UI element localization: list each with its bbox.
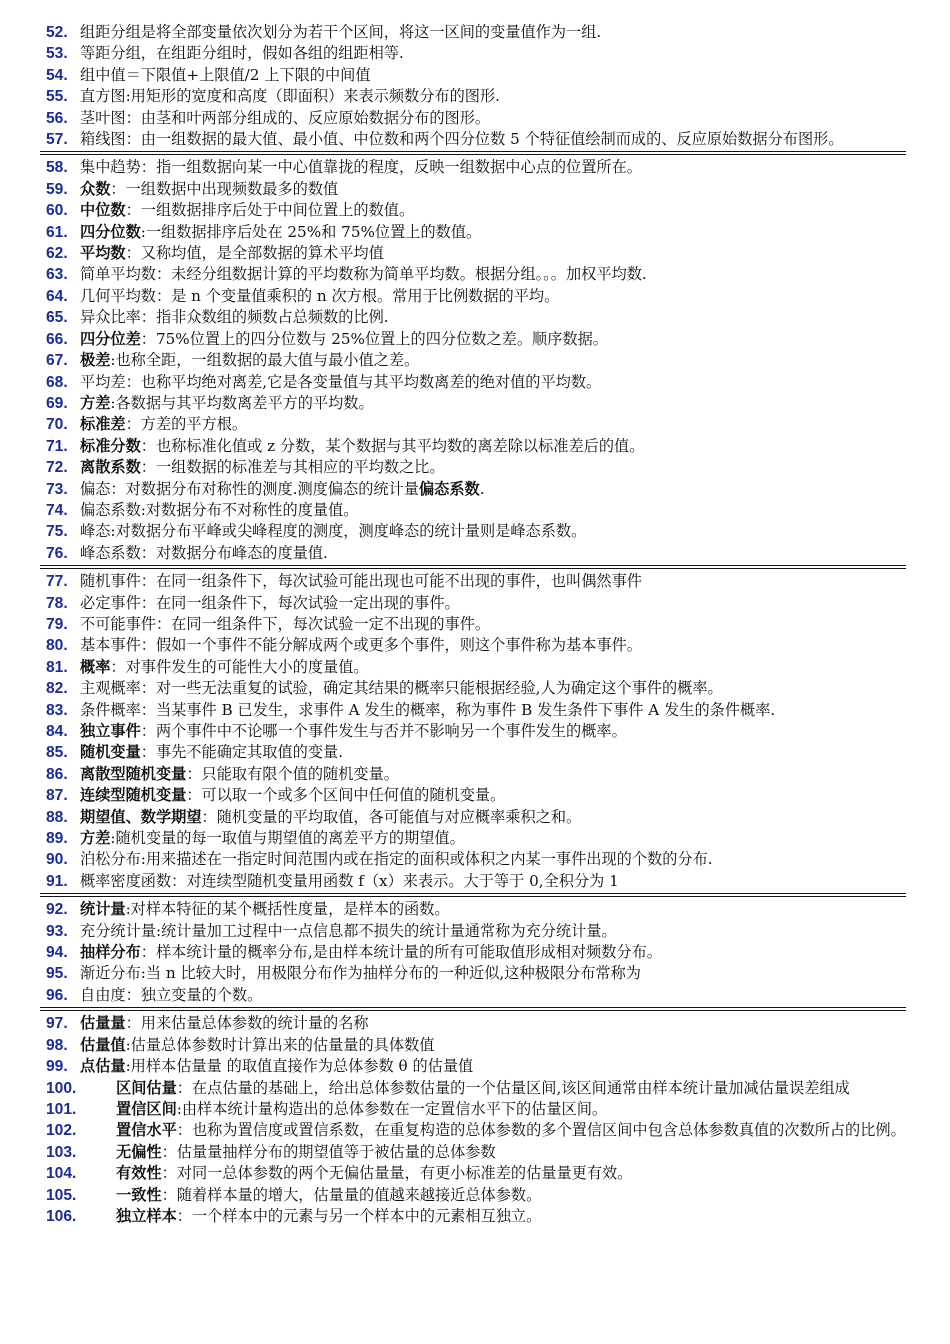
item-number: 87. [46, 787, 68, 805]
definition-text: 随机事件：在同一组条件下，每次试验可能出现也可能不出现的事件，也叫偶然事件 [80, 572, 642, 591]
definition-text: 自由度：独立变量的个数。 [80, 985, 263, 1004]
definition-text: :估量总体参数时计算出来的估量量的具体数值 [125, 1035, 435, 1054]
item-number: 54. [46, 66, 68, 84]
term: 概率 [80, 657, 111, 676]
list-item [40, 807, 906, 828]
definition-text: 基本事件：假如一个事件不能分解成两个或更多个事件，则这个事件称为基本事件。 [80, 636, 642, 655]
term: 四分位差 [80, 329, 141, 348]
definition-text: ：随着样本量的增大，估量量的值越来越接近总体参数。 [161, 1185, 542, 1204]
item-number: 106. [46, 1207, 77, 1225]
definition-text: 集中趋势：指一组数据向某一中心值靠拢的程度，反映一组数据中心点的位置所在。 [80, 158, 642, 177]
item-number: 63. [46, 266, 68, 284]
definition-text: :各数据与其平均数离差平方的平均数。 [110, 393, 374, 412]
item-number: 80. [46, 637, 68, 655]
list-item [40, 543, 906, 564]
list-item [40, 264, 906, 285]
section-divider [40, 151, 906, 155]
definition-text: :对样本特征的某个概括性度量，是样本的函数。 [125, 900, 450, 919]
term: 离散系数 [80, 458, 141, 477]
term: 期望值、数学期望 [80, 807, 202, 826]
item-number: 64. [46, 287, 68, 305]
definition-text: 主观概率：对一些无法重复的试验，确定其结果的概率只能根据经验,人为确定这个事件的概率。 [80, 679, 723, 698]
list-item [40, 521, 906, 542]
definition-text: ：事先不能确定其取值的变量. [140, 743, 344, 762]
list-item [40, 393, 906, 414]
item-number: 79. [46, 615, 68, 633]
item-number: 88. [46, 808, 68, 826]
list-item [40, 1120, 906, 1141]
definition-text: 组中值＝下限值+上限值/2 上下限的中间值 [80, 65, 371, 84]
list-item [40, 785, 906, 806]
term: 统计量 [80, 900, 126, 919]
list-item [40, 764, 906, 785]
item-number: 60. [46, 202, 68, 220]
list-item [40, 899, 906, 920]
item-number: 71. [46, 437, 68, 455]
item-number: 82. [46, 680, 68, 698]
definition-text: ：75%位置上的四分位数与 25%位置上的四分位数之差。顺序数据。 [140, 329, 608, 348]
item-number: 78. [46, 594, 68, 612]
list-item [40, 742, 906, 763]
definition-text: ：又称均值，是全部数据的算术平均值 [125, 244, 384, 263]
list-item [40, 179, 906, 200]
item-number: 67. [46, 352, 68, 370]
term: 独立样本 [116, 1206, 177, 1225]
section-divider [40, 893, 906, 897]
item-number: 75. [46, 523, 68, 541]
list-item [40, 86, 906, 107]
definition-text: 几何平均数：是 n 个变量值乘积的 n 次方根。常用于比例数据的平均。 [80, 286, 560, 305]
list-item [40, 414, 906, 435]
term: 方差 [80, 393, 111, 412]
definition-text: ：可以取一个或多个区间中任何值的随机变量。 [186, 786, 506, 805]
list-item [40, 1206, 906, 1227]
list-item [40, 871, 906, 892]
term: 众数 [80, 179, 111, 198]
definition-text: ：随机变量的平均取值，各可能值与对应概率乘积之和。 [201, 807, 582, 826]
item-number: 86. [46, 765, 68, 783]
list-item [40, 963, 906, 984]
item-number: 93. [46, 922, 68, 940]
list-item [40, 721, 906, 742]
section-divider [40, 1007, 906, 1011]
definition-text: 异众比率：指非众数组的频数占总频数的比例. [80, 308, 389, 327]
definition-text: ：一组数据排序后处于中间位置上的数值。 [125, 201, 415, 220]
item-number: 70. [46, 416, 68, 434]
list-item [40, 1056, 906, 1077]
item-number: 103. [46, 1143, 77, 1161]
item-number: 52. [46, 24, 68, 41]
term: 四分位数 [80, 222, 141, 241]
term: 连续型随机变量 [80, 786, 187, 805]
definition-text: 不可能事件：在同一组条件下，每次试验一定不出现的事件。 [80, 614, 491, 633]
term: 区间估量 [116, 1078, 177, 1097]
list-item [40, 1185, 906, 1206]
definition-text: 偏态：对数据分布对称性的测度.测度偏态的统计量 [80, 479, 419, 498]
item-number: 76. [46, 544, 68, 562]
list-item [40, 129, 906, 150]
item-number: 69. [46, 394, 68, 412]
item-number: 104. [46, 1165, 77, 1183]
term: 置信水平 [116, 1121, 177, 1140]
item-number: 97. [46, 1015, 68, 1033]
list-item [40, 828, 906, 849]
list-item [40, 571, 906, 592]
term: 方差 [80, 829, 111, 848]
item-number: 68. [46, 373, 68, 391]
definition-text: 泊松分布:用来描述在一指定时间范围内或在指定的面积或体积之内某一事件出现的个数的分布. [80, 850, 713, 869]
list-item [40, 700, 906, 721]
term: 离散型随机变量 [80, 764, 187, 783]
item-number: 91. [46, 872, 68, 890]
definition-text: ：对事件发生的可能性大小的度量值。 [110, 657, 369, 676]
term: 标准分数 [80, 436, 141, 455]
list-item [40, 593, 906, 614]
definition-text: ：一组数据的标准差与其相应的平均数之比。 [140, 458, 445, 477]
list-item [40, 657, 906, 678]
term: 平均数 [80, 244, 126, 263]
definition-text: 充分统计量:统计量加工过程中一点信息都不损失的统计量通常称为充分统计量。 [80, 921, 617, 940]
list-item [40, 921, 906, 942]
definition-text: 渐近分布:当 n 比较大时，用极限分布作为抽样分布的一种近似,这种极限分布常称为 [80, 964, 641, 983]
item-number: 56. [46, 109, 68, 127]
list-item [40, 307, 906, 328]
item-number: 58. [46, 159, 68, 177]
list-item [40, 350, 906, 371]
list-item [40, 1142, 906, 1163]
item-number: 59. [46, 180, 68, 198]
term: 估量值 [80, 1035, 126, 1054]
definition-text: ：只能取有限个值的随机变量。 [186, 764, 399, 783]
definition-text: ：方差的平方根。 [125, 415, 248, 434]
item-number: 62. [46, 245, 68, 263]
list-item [40, 222, 906, 243]
term: 偏态系数 [418, 479, 480, 498]
definition-text: 等距分组，在组距分组时，假如各组的组距相等. [80, 44, 404, 63]
list-item [40, 1013, 906, 1034]
definition-text: ：两个事件中不论哪一个事件发生与否并不影响另一个事件发生的概率。 [140, 722, 627, 740]
definition-text: 平均差：也称平均绝对离差,它是各变量值与其平均数离差的绝对值的平均数。 [80, 372, 602, 391]
definition-text: :一组数据排序后处在 25%和 75%位置上的数值。 [140, 222, 482, 241]
list-item [40, 22, 906, 43]
list-item [40, 1035, 906, 1056]
definition-text: ：样本统计量的概率分布,是由样本统计量的所有可能取值形成相对频数分布。 [140, 943, 662, 962]
definition-text: ：一个样本中的元素与另一个样本中的元素相互独立。 [176, 1206, 542, 1225]
definition-text: 组距分组是将全部变量依次划分为若干个区间，将这一区间的变量值作为一组. [80, 23, 602, 41]
item-number: 84. [46, 723, 68, 740]
definition-text: 峰态系数：对数据分布峰态的度量值. [80, 543, 328, 562]
item-number: 83. [46, 701, 68, 719]
definition-text: 箱线图：由一组数据的最大值、最小值、中位数和两个四分位数 5 个特征值绘制而成的、反应原始数据分布图形。 [80, 130, 844, 149]
term: 独立事件 [80, 722, 141, 740]
definition-text: 茎叶图：由茎和叶两部分组成的、反应原始数据分布的图形。 [80, 108, 491, 127]
list-item [40, 43, 906, 64]
list-item [40, 372, 906, 393]
item-number: 81. [46, 658, 68, 676]
item-number: 96. [46, 986, 68, 1004]
definition-text: 偏态系数:对数据分布不对称性的度量值。 [80, 500, 359, 519]
list-item [40, 849, 906, 870]
term: 有效性 [116, 1164, 162, 1183]
term: 随机变量 [80, 743, 141, 762]
list-item [40, 614, 906, 635]
item-number: 72. [46, 459, 68, 477]
term: 无偏性 [116, 1142, 162, 1161]
item-number: 102. [46, 1122, 77, 1140]
definition-text: ：估量量抽样分布的期望值等于被估量的总体参数 [161, 1142, 496, 1161]
definition-text: 峰态:对数据分布平峰或尖峰程度的测度，测度峰态的统计量则是峰态系数。 [80, 522, 587, 541]
item-number: 92. [46, 901, 68, 919]
item-number: 105. [46, 1186, 77, 1204]
definition-text: :随机变量的每一取值与期望值的离差平方的期望值。 [110, 829, 465, 848]
definition-text: 概率密度函数：对连续型随机变量用函数 f（x）来表示。大于等于 0,全积分为 1 [80, 871, 619, 890]
list-item [40, 457, 906, 478]
list-item [40, 200, 906, 221]
term: 置信区间 [116, 1099, 177, 1118]
section-divider [40, 565, 906, 569]
item-number: 85. [46, 744, 68, 762]
item-number: 89. [46, 830, 68, 848]
term: 点估量 [80, 1057, 126, 1076]
item-number: 55. [46, 88, 68, 106]
item-number: 94. [46, 944, 68, 962]
list-item [40, 286, 906, 307]
term: 中位数 [80, 201, 126, 220]
item-number: 65. [46, 309, 68, 327]
item-number: 77. [46, 573, 68, 591]
term: 一致性 [116, 1185, 162, 1204]
item-number: 95. [46, 965, 68, 983]
definition-text: . [479, 479, 485, 498]
item-number: 53. [46, 45, 68, 63]
list-item [40, 157, 906, 178]
list-item [40, 243, 906, 264]
definition-text: 条件概率：当某事件 B 已发生，求事件 A 发生的概率，称为事件 B 发生条件下事件 A 发生的条件概率. [80, 700, 776, 719]
item-number: 61. [46, 223, 68, 241]
item-number: 66. [46, 330, 68, 348]
item-number: 98. [46, 1036, 68, 1054]
list-item [40, 65, 906, 86]
list-item [40, 678, 906, 699]
item-number: 101. [46, 1100, 77, 1118]
list-item [40, 479, 906, 500]
term: 抽样分布 [80, 943, 141, 962]
definition-text: ：在点估量的基础上，给出总体参数估量的一个估量区间,该区间通常由样本统计量加减估量误差组成 [176, 1078, 850, 1097]
definition-text: 简单平均数：未经分组数据计算的平均数称为简单平均数。根据分组。。。加权平均数. [80, 265, 647, 284]
definition-text: :由样本统计量构造出的总体参数在一定置信水平下的估量区间。 [176, 1099, 608, 1118]
term: 估量量 [80, 1014, 126, 1033]
list-item [40, 500, 906, 521]
definition-text: :用样本估量量 的取值直接作为总体参数 θ 的估量值 [125, 1057, 474, 1076]
list-item [40, 436, 906, 457]
item-number: 57. [46, 131, 68, 149]
item-number: 99. [46, 1058, 68, 1076]
list-item [40, 108, 906, 129]
document-page [40, 22, 906, 1227]
item-number: 90. [46, 851, 68, 869]
list-item [40, 942, 906, 963]
list-item [40, 1099, 906, 1120]
definition-text: ：用来估量总体参数的统计量的名称 [125, 1014, 369, 1033]
definition-text: ：也称为置信度或置信系数，在重复构造的总体参数的多个置信区间中包含总体参数真值的次数所占的比例。 [176, 1121, 906, 1140]
definition-text: ：对同一总体参数的两个无偏估量量，有更小标准差的估量量更有效。 [161, 1164, 633, 1183]
definition-text: ：一组数据中出现频数最多的数值 [110, 179, 339, 198]
item-number: 73. [46, 480, 68, 498]
list-item [40, 1078, 906, 1099]
list-item [40, 329, 906, 350]
definition-text: 必定事件：在同一组条件下，每次试验一定出现的事件。 [80, 593, 460, 612]
definition-text: 直方图:用矩形的宽度和高度（即面积）来表示频数分布的图形. [80, 87, 501, 106]
list-item [40, 985, 906, 1006]
item-number: 74. [46, 501, 68, 519]
list-item [40, 1163, 906, 1184]
item-number: 100. [46, 1079, 77, 1097]
term: 极差 [80, 351, 111, 370]
definition-text: ：也称标准化值或 z 分数，某个数据与其平均数的离差除以标准差后的值。 [140, 436, 645, 455]
term: 标准差 [80, 415, 126, 434]
list-item [40, 635, 906, 656]
definition-text: :也称全距，一组数据的最大值与最小值之差。 [110, 351, 420, 370]
